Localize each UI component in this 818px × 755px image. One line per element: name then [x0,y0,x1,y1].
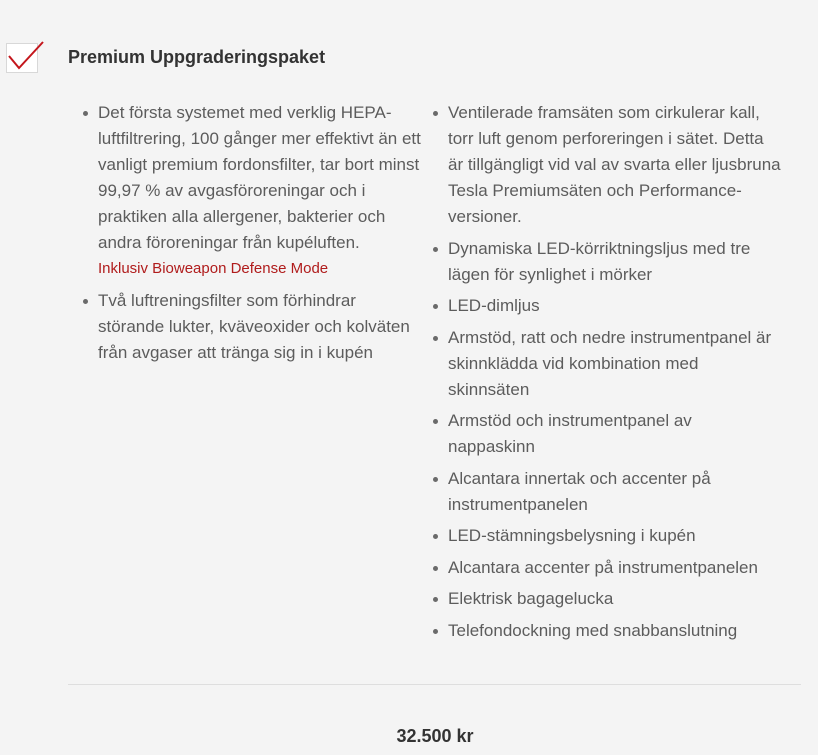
package-checkbox[interactable] [6,43,38,73]
feature-list-right [432,100,782,649]
feature-note: Inklusiv Bioweapon Defense Mode [98,260,329,277]
list-item: Armstöd, ratt och nedre instrumentpanel är skinnklädda vid kombination med skinnsäten [432,325,782,403]
package-title: Premium Uppgraderingspaket [68,47,326,67]
list-item: Alcantara innertak och accenter på instrumentpanelen [432,466,782,518]
feature-list-left [82,100,422,371]
divider [68,684,801,685]
list-item: Dynamiska LED-körriktningsljus med tre lägen för synlighet i mörker [432,236,782,288]
list-item: Ventilerade framsäten som cirkulerar kall, torr luft genom perforeringen i sätet. Detta är tillgängligt vid val av svarta eller ljusbruna Tesla Premiumsäten och Performance-versioner. [432,100,782,230]
feature-text: Två luftreningsfilter som förhindrar störande lukter, kväveoxider och kolväten från avgaser att tränga sig in i kupén [98,290,410,362]
feature-text: Det första systemet med verklig HEPA-luftfiltrering, 100 gånger mer effektivt än ett vanligt premium fordonsfilter, tar bort minst 99,97 % av avgasföroreningar och i praktiken alla allergener, bakterier och andra föroreningar från kupéluften. [98,103,421,252]
list-item [82,288,422,366]
list-item [82,100,422,282]
package-price: 32.500 kr [396,726,474,746]
list-item: Telefondockning med snabbanslutning [432,618,782,644]
list-item: Armstöd och instrumentpanel av nappaskinn [432,408,782,460]
list-item: LED-stämningsbelysning i kupén [432,523,782,549]
list-item: Alcantara accenter på instrumentpanelen [432,555,782,581]
list-item: Elektrisk bagagelucka [432,586,782,612]
list-item: LED-dimljus [432,293,782,319]
checkmark-icon [7,38,47,74]
